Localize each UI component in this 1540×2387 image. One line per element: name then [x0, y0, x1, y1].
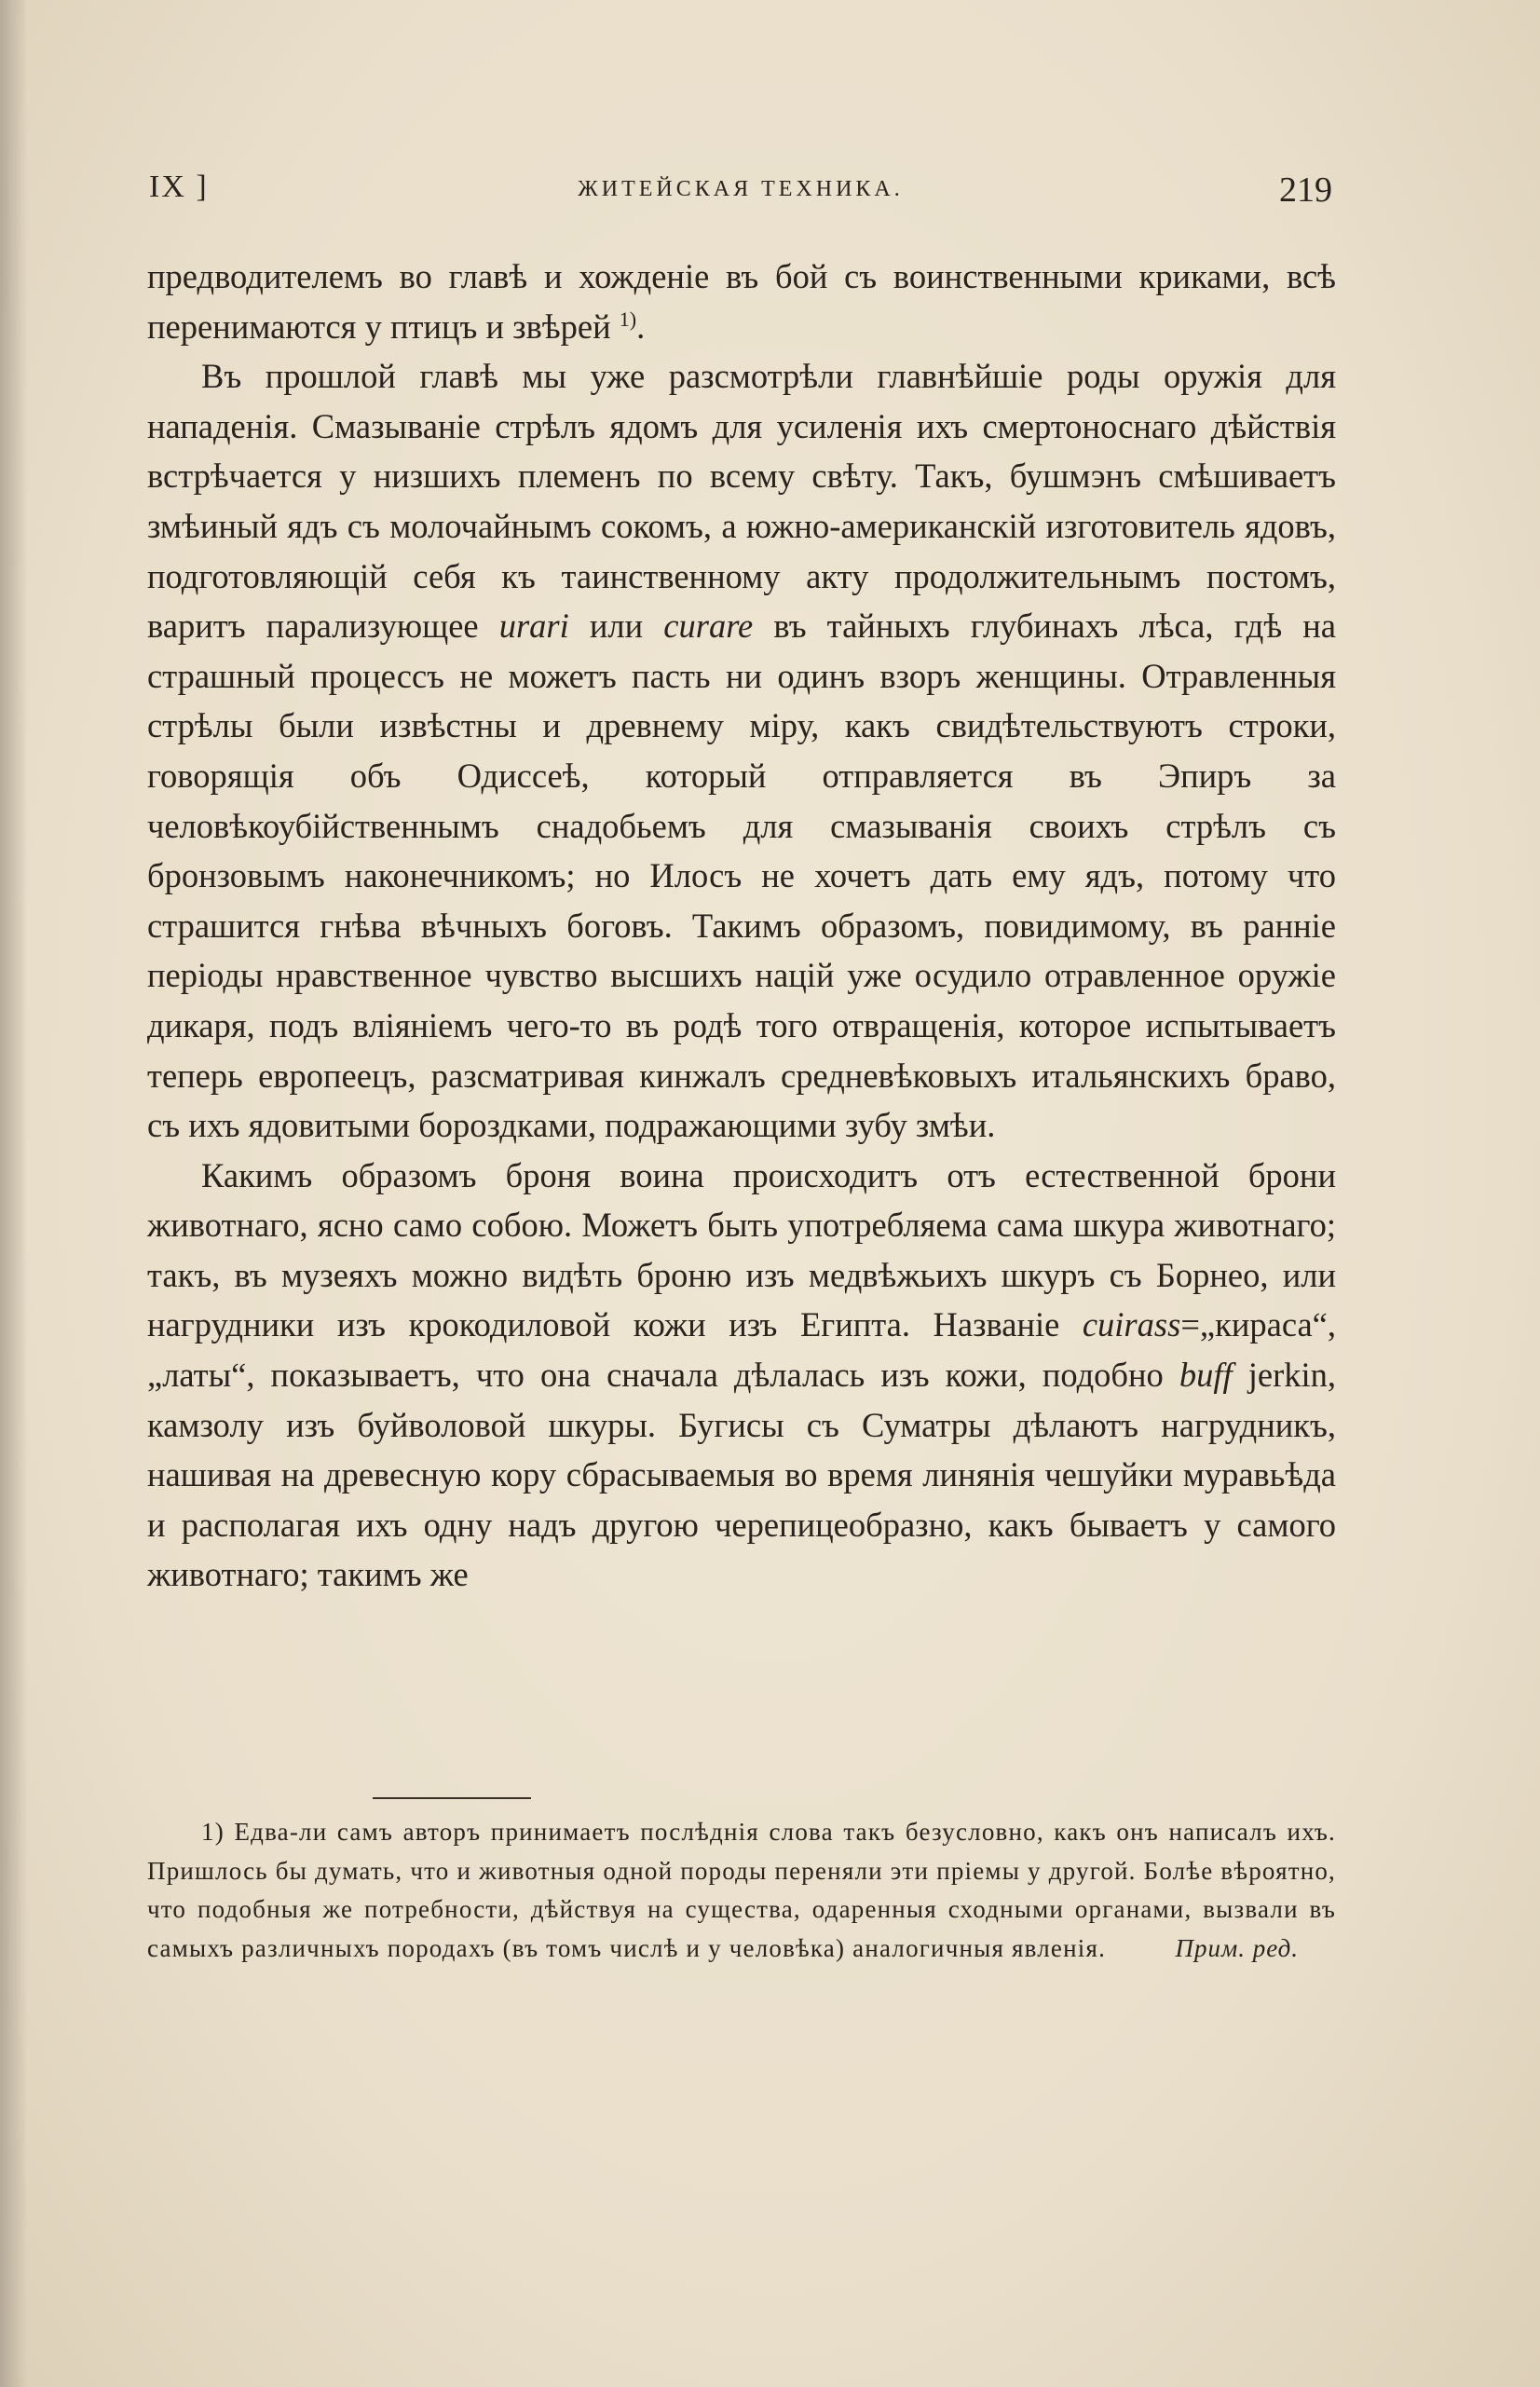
term-cuirass: cuirass — [1082, 1305, 1181, 1344]
paragraph-1-end: . — [636, 307, 646, 346]
paragraph-2 — [147, 351, 1336, 1151]
footnote-reference: 1) — [619, 307, 637, 331]
chapter-title: ЖИТЕЙСКАЯ ТЕХНИКА. — [578, 177, 904, 201]
main-text — [147, 252, 1336, 1600]
footnote-text: Едва-ли самъ авторъ принимаетъ послѣднія слова такъ безусловно, какъ онъ написалъ ихъ. Пришлось бы думать, что и животныя одной породы переняли эти пріемы у другой. Болѣе вѣроятно, что подобныя же потребности, дѣйствуя на существа, одаренныя сходными органами, вызвали въ самыхъ различныхъ породахъ (въ томъ числѣ и у человѣка) аналогичныя явленія. — [147, 1818, 1336, 1962]
footnote-marker: 1) — [201, 1818, 225, 1846]
chapter-number: IX ] — [149, 170, 209, 204]
term-curare: curare — [663, 607, 754, 646]
term-urari: urari — [498, 607, 569, 646]
term-buff: buff — [1179, 1356, 1233, 1395]
paragraph-3 — [147, 1151, 1336, 1600]
footnote-divider — [373, 1797, 531, 1799]
paragraph-3-text-a: Какимъ образомъ броня воина происходитъ отъ естественной брони животнаго, ясно само собою. Можетъ быть употребляема сама шкура животнаго; такъ, въ музеяхъ можно видѣть броню изъ медвѣжьихъ шкуръ съ Борнео, или нагрудники изъ крокодиловой кожи изъ Египта. Названіе — [147, 1155, 1336, 1344]
paragraph-2-text-b: или — [568, 607, 664, 646]
paragraph-2-text-c: въ тайныхъ глубинахъ лѣса, гдѣ на страшный процессъ не можетъ пасть ни одинъ взоръ женщины. Отравленныя стрѣлы были извѣстны и древнему міру, какъ свидѣтельствуютъ строки, говорящія объ Одиссеѣ, который отправляется въ Эпиръ за человѣкоубійственнымъ снадобьемъ для смазыванія своихъ стрѣлъ съ бронзовымъ наконечникомъ; но Илосъ не хочетъ дать ему ядъ, потому что страшится гнѣва вѣчныхъ боговъ. Такимъ образомъ, повидимому, въ ранніе періоды нравственное чувство высшихъ націй уже осудило отравленное оружіе дикаря, подъ вліяніемъ чего-то въ родѣ того отвращенія, которое испытываетъ теперь европеецъ, разсматривая кинжалъ средневѣковыхъ итальянскихъ браво, съ ихъ ядовитыми бороздками, подражающими зубу змѣи. — [147, 607, 1337, 1145]
paragraph-1-text: предводителемъ во главѣ и хожденіе въ бой съ воинственными криками, всѣ перенимаются у птицъ и звѣрей — [147, 257, 1336, 346]
footnote — [147, 1813, 1336, 1968]
paragraph-3-text-b: =„кираса“, „латы“, показываетъ, что она сначала дѣлалась изъ кожи, подобно — [147, 1305, 1336, 1395]
paragraph-3-text-c: jerkin, камзолу изъ буйволовой шкуры. Бугисы съ Суматры дѣлаютъ нагрудникъ, нашивая на древесную кору сбрасываемыя во время линянія чешуйки муравьѣда и располагая ихъ одну надъ другою черепицеобразно, какъ бываетъ у самого животнаго; такимъ же — [147, 1356, 1336, 1594]
paragraph-2-text-a: Въ прошлой главѣ мы уже разсмотрѣли главнѣйшіе роды оружія для нападенія. Смазываніе стрѣлъ ядомъ для усиленія ихъ смертоноснаго дѣйствія встрѣчается у низшихъ племенъ по всему свѣту. Такъ, бушмэнъ смѣшиваетъ змѣиный ядъ съ молочайнымъ сокомъ, а южно-американскій изготовитель ядовъ, подготовляющій себя къ таинственному акту продолжительнымъ постомъ, варитъ парализующее — [147, 357, 1336, 646]
running-head — [149, 170, 1332, 216]
footnote-signature: Прим. ред. — [1175, 1933, 1299, 1962]
paragraph-1 — [147, 252, 1336, 351]
page-number: 219 — [1279, 170, 1332, 210]
